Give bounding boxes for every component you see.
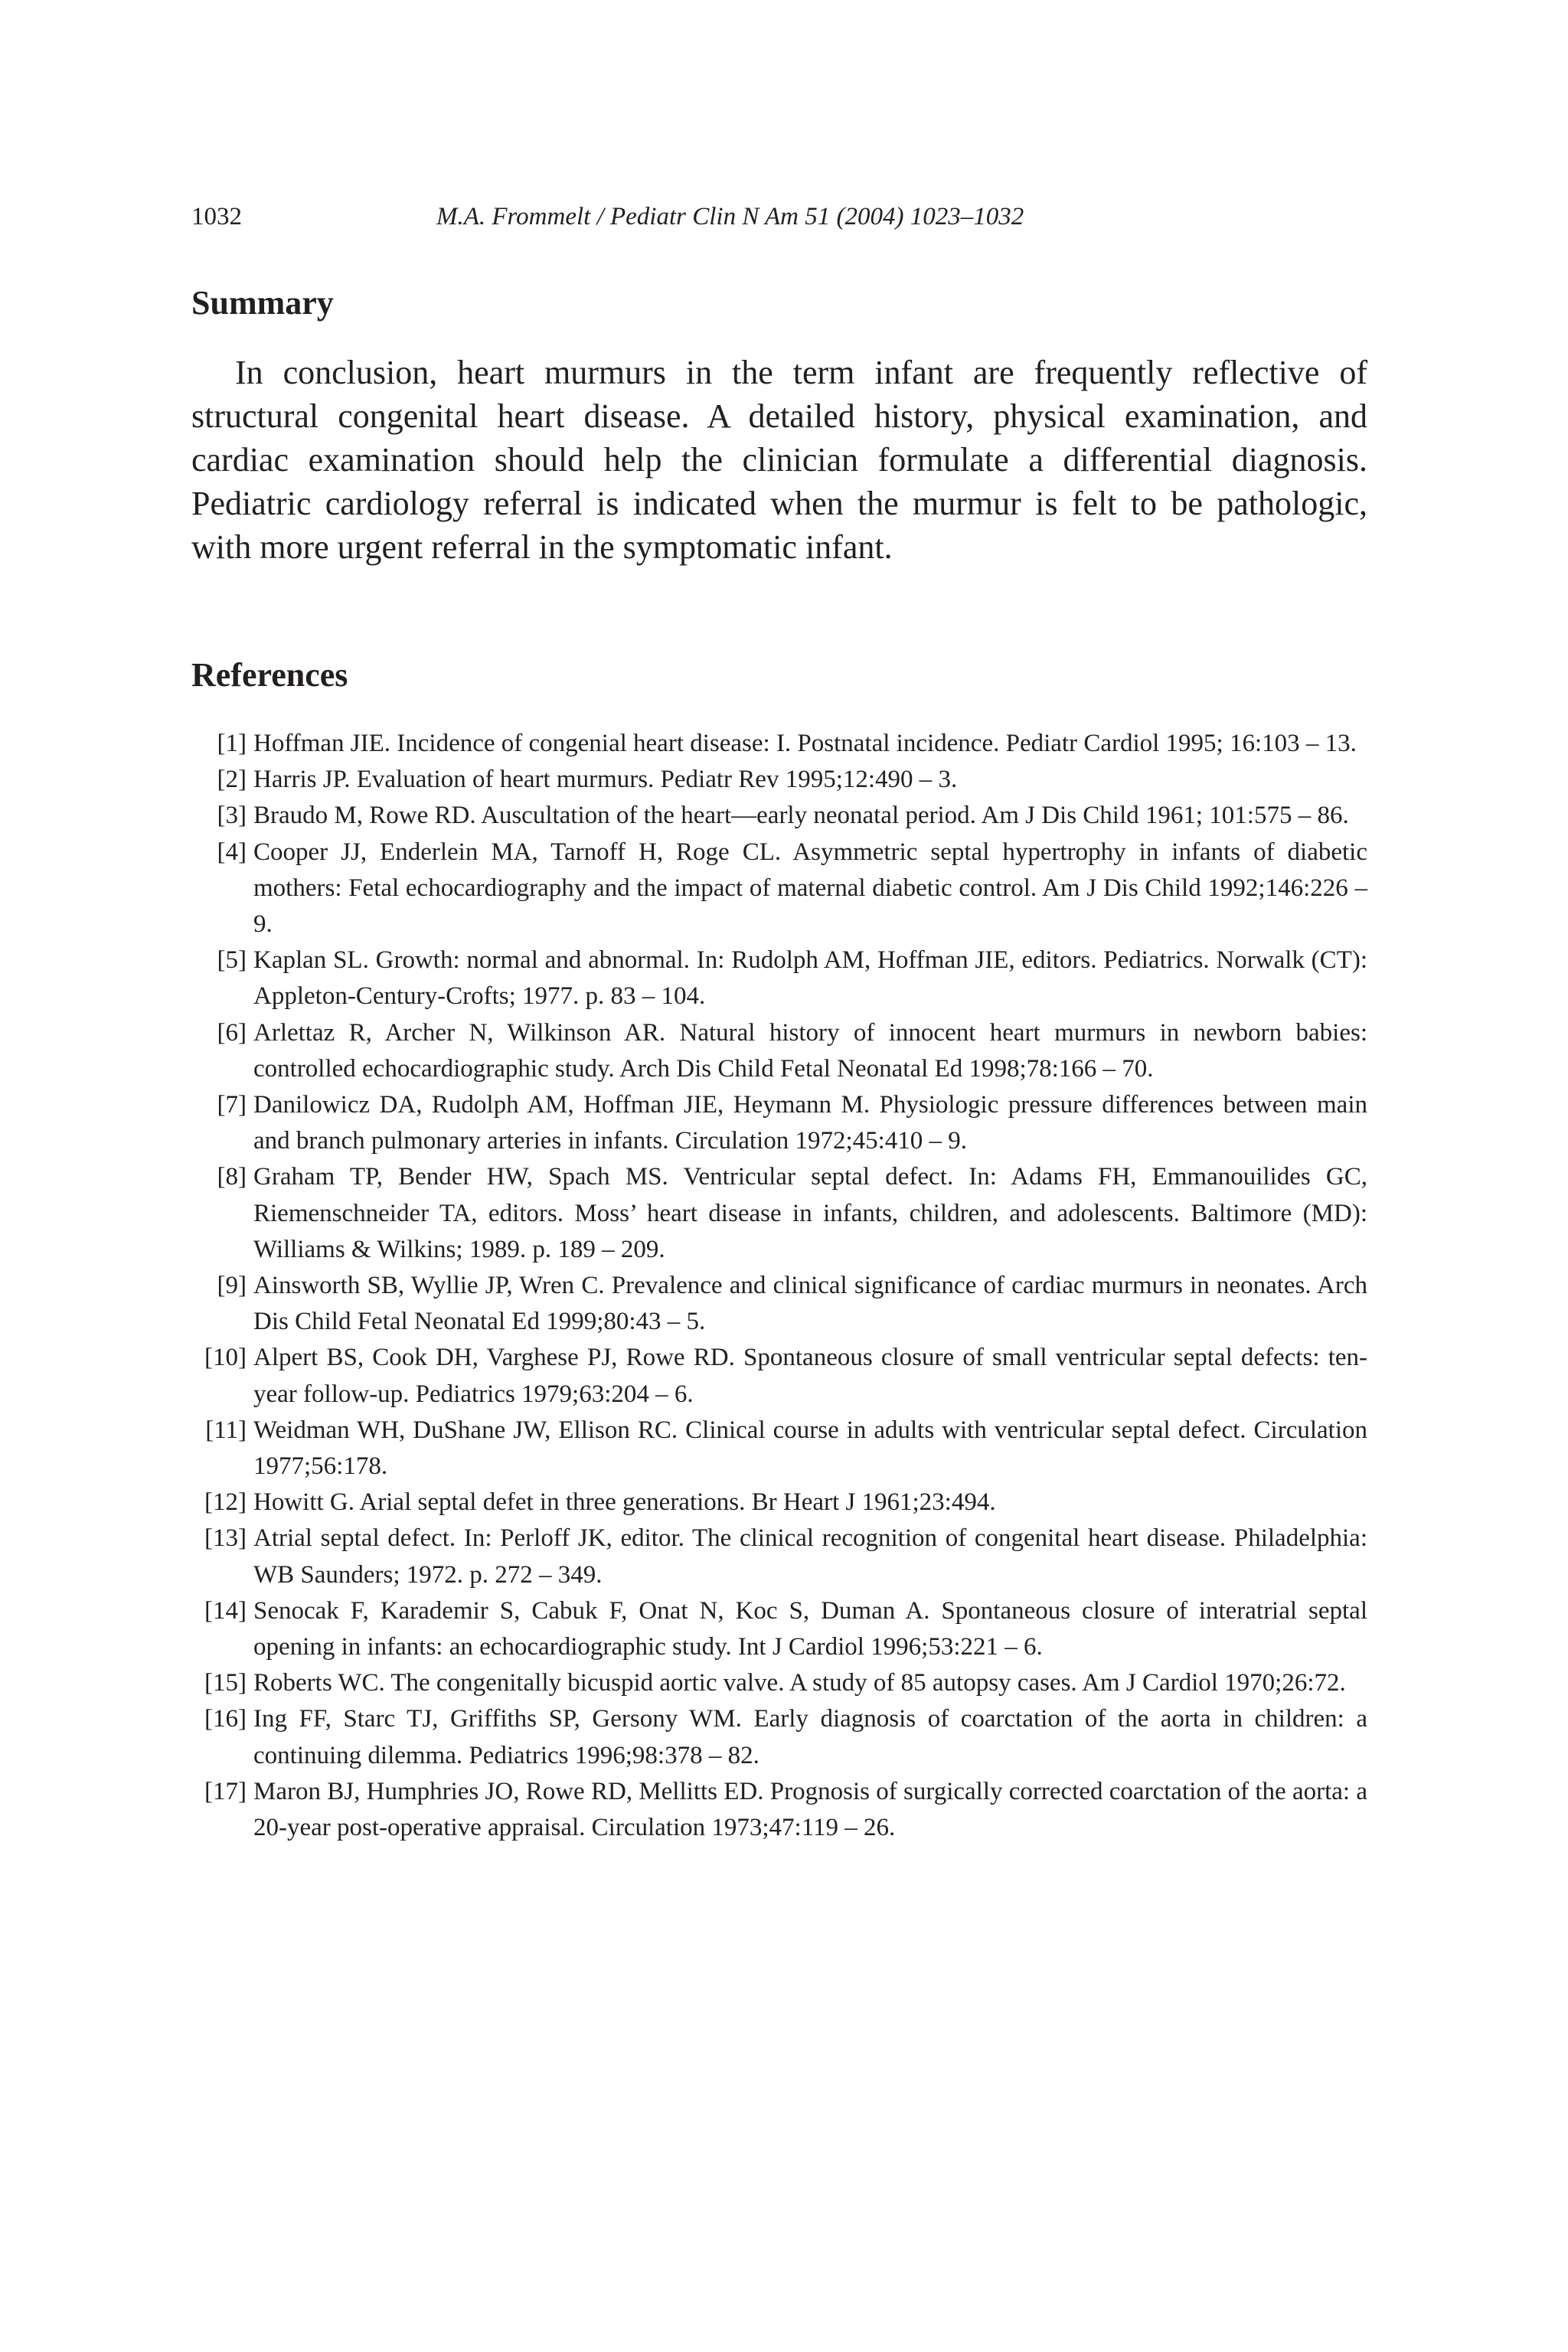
reference-number: [4] — [217, 838, 247, 866]
journal-citation: M.A. Frommelt / Pediatr Clin N Am 51 (2004) 1023–1032 — [436, 203, 1024, 230]
reference-number: [13] — [204, 1524, 247, 1553]
summary-heading: Summary — [191, 284, 334, 322]
reference-number: [12] — [204, 1488, 247, 1517]
reference-text: Ing FF, Starc TJ, Griffiths SP, Gersony WM. Early diagnosis of coarctation of the aorta in children: a continuing dilemma. Pediatrics 1996;98:378 – 82. — [253, 1705, 1367, 1769]
reference-text: Ainsworth SB, Wyllie JP, Wren C. Prevalence and clinical significance of cardiac murmurs in neonates. Arch Dis Child Fetal Neonatal Ed 1999;80:43 – 5. — [253, 1272, 1367, 1336]
reference-number: [10] — [204, 1344, 247, 1372]
reference-item — [191, 942, 1367, 1014]
running-head — [191, 198, 1367, 236]
reference-item — [191, 1015, 1367, 1087]
reference-number: [1] — [217, 730, 247, 757]
reference-item — [191, 1413, 1367, 1485]
reference-text: Danilowicz DA, Rudolph AM, Hoffman JIE, Heymann M. Physiologic pressure differences between main and branch pulmonary arteries in infants. Circulation 1972;45:410 – 9. — [253, 1091, 1367, 1155]
reference-text: Weidman WH, DuShane JW, Ellison RC. Clinical course in adults with ventricular septal defect. Circulation 1977;56:178. — [253, 1416, 1367, 1481]
reference-number: [17] — [204, 1777, 247, 1805]
reference-item — [191, 1774, 1367, 1846]
reference-item — [191, 835, 1367, 943]
reference-text: Kaplan SL. Growth: normal and abnormal. In: Rudolph AM, Hoffman JIE, editors. Pediatrics. Norwalk (CT): Appleton-Century-Crofts; 1977. p. 83 – 104. — [253, 946, 1367, 1011]
reference-text: Harris JP. Evaluation of heart murmurs. Pediatr Rev 1995;12:490 – 3. — [253, 766, 958, 794]
reference-item — [191, 1701, 1367, 1773]
reference-item — [191, 798, 1367, 834]
reference-text: Atrial septal defect. In: Perloff JK, editor. The clinical recognition of congenital heart disease. Philadelphia: WB Saunders; 1972. p. 272 – 349. — [253, 1524, 1367, 1589]
reference-item — [191, 1521, 1367, 1592]
reference-number: [16] — [204, 1705, 247, 1733]
reference-list — [191, 726, 1367, 1846]
summary-paragraph: In conclusion, heart murmurs in the term infant are frequently reflective of structural congenital heart disease. A detailed history, physical examination, and cardiac examination should help the clinician formulate a differential diagnosis. Pediatric cardiology referral is indicated when the murmur is felt to be pathologic, with more urgent referral in the symptomatic infant. — [191, 354, 1367, 566]
reference-item — [191, 726, 1367, 762]
page-number: 1032 — [191, 203, 242, 230]
reference-item — [191, 1268, 1367, 1340]
reference-item — [191, 762, 1367, 798]
reference-number: [11] — [205, 1416, 247, 1444]
reference-item — [191, 1665, 1367, 1701]
reference-text: Graham TP, Bender HW, Spach MS. Ventricular septal defect. In: Adams FH, Emmanouilides GC, Riemenschneider TA, editors. Moss’ heart disease in infants, children, and adolescents. Baltimore (MD): Williams & Wilkins; 1989. p. 189 – 209. — [253, 1163, 1367, 1263]
reference-number: [7] — [217, 1091, 247, 1119]
reference-item — [191, 1087, 1367, 1159]
reference-item — [191, 1340, 1367, 1412]
references-heading: References — [191, 656, 348, 694]
reference-text: Roberts WC. The congenitally bicuspid aortic valve. A study of 85 autopsy cases. Am J Cardiol 1970;26:72. — [253, 1669, 1346, 1697]
reference-number: [9] — [217, 1272, 247, 1300]
reference-number: [2] — [217, 766, 247, 794]
reference-number: [8] — [217, 1163, 247, 1191]
reference-text: Arlettaz R, Archer N, Wilkinson AR. Natural history of innocent heart murmurs in newborn babies: controlled echocardiographic study. Arch Dis Child Fetal Neonatal Ed 1998;78:166 – 70. — [253, 1018, 1367, 1083]
reference-text: Braudo M, Rowe RD. Auscultation of the heart—early neonatal period. Am J Dis Child 1961; 101:575 – 86. — [253, 802, 1349, 830]
reference-text: Alpert BS, Cook DH, Varghese PJ, Rowe RD. Spontaneous closure of small ventricular septal defects: ten-year follow-up. Pediatrics 1979;63:204 – 6. — [253, 1344, 1367, 1408]
document-page — [191, 0, 1367, 2352]
reference-text: Howitt G. Arial septal defet in three generations. Br Heart J 1961;23:494. — [253, 1488, 996, 1517]
reference-text: Hoffman JIE. Incidence of congenial heart disease: I. Postnatal incidence. Pediatr Cardiol 1995; 16:103 – 13. — [253, 730, 1357, 757]
reference-text: Cooper JJ, Enderlein MA, Tarnoff H, Roge CL. Asymmetric septal hypertrophy in infants of diabetic mothers: Fetal echocardiography and the impact of maternal diabetic control. Am J Dis Child 1992;146:226 – 9. — [253, 838, 1367, 939]
reference-number: [6] — [217, 1018, 247, 1047]
reference-text: Senocak F, Karademir S, Cabuk F, Onat N, Koc S, Duman A. Spontaneous closure of interatrial septal opening in infants: an echocardiographic study. Int J Cardiol 1996;53:221 – 6. — [253, 1596, 1367, 1661]
reference-number: [3] — [217, 802, 247, 830]
reference-number: [15] — [204, 1669, 247, 1697]
reference-number: [14] — [204, 1596, 247, 1625]
reference-item — [191, 1485, 1367, 1521]
reference-text: Maron BJ, Humphries JO, Rowe RD, Mellitts ED. Prognosis of surgically corrected coarctation of the aorta: a 20-year post-operative appraisal. Circulation 1973;47:119 – 26. — [253, 1777, 1367, 1842]
reference-item — [191, 1159, 1367, 1268]
reference-item — [191, 1593, 1367, 1665]
reference-number: [5] — [217, 946, 247, 975]
